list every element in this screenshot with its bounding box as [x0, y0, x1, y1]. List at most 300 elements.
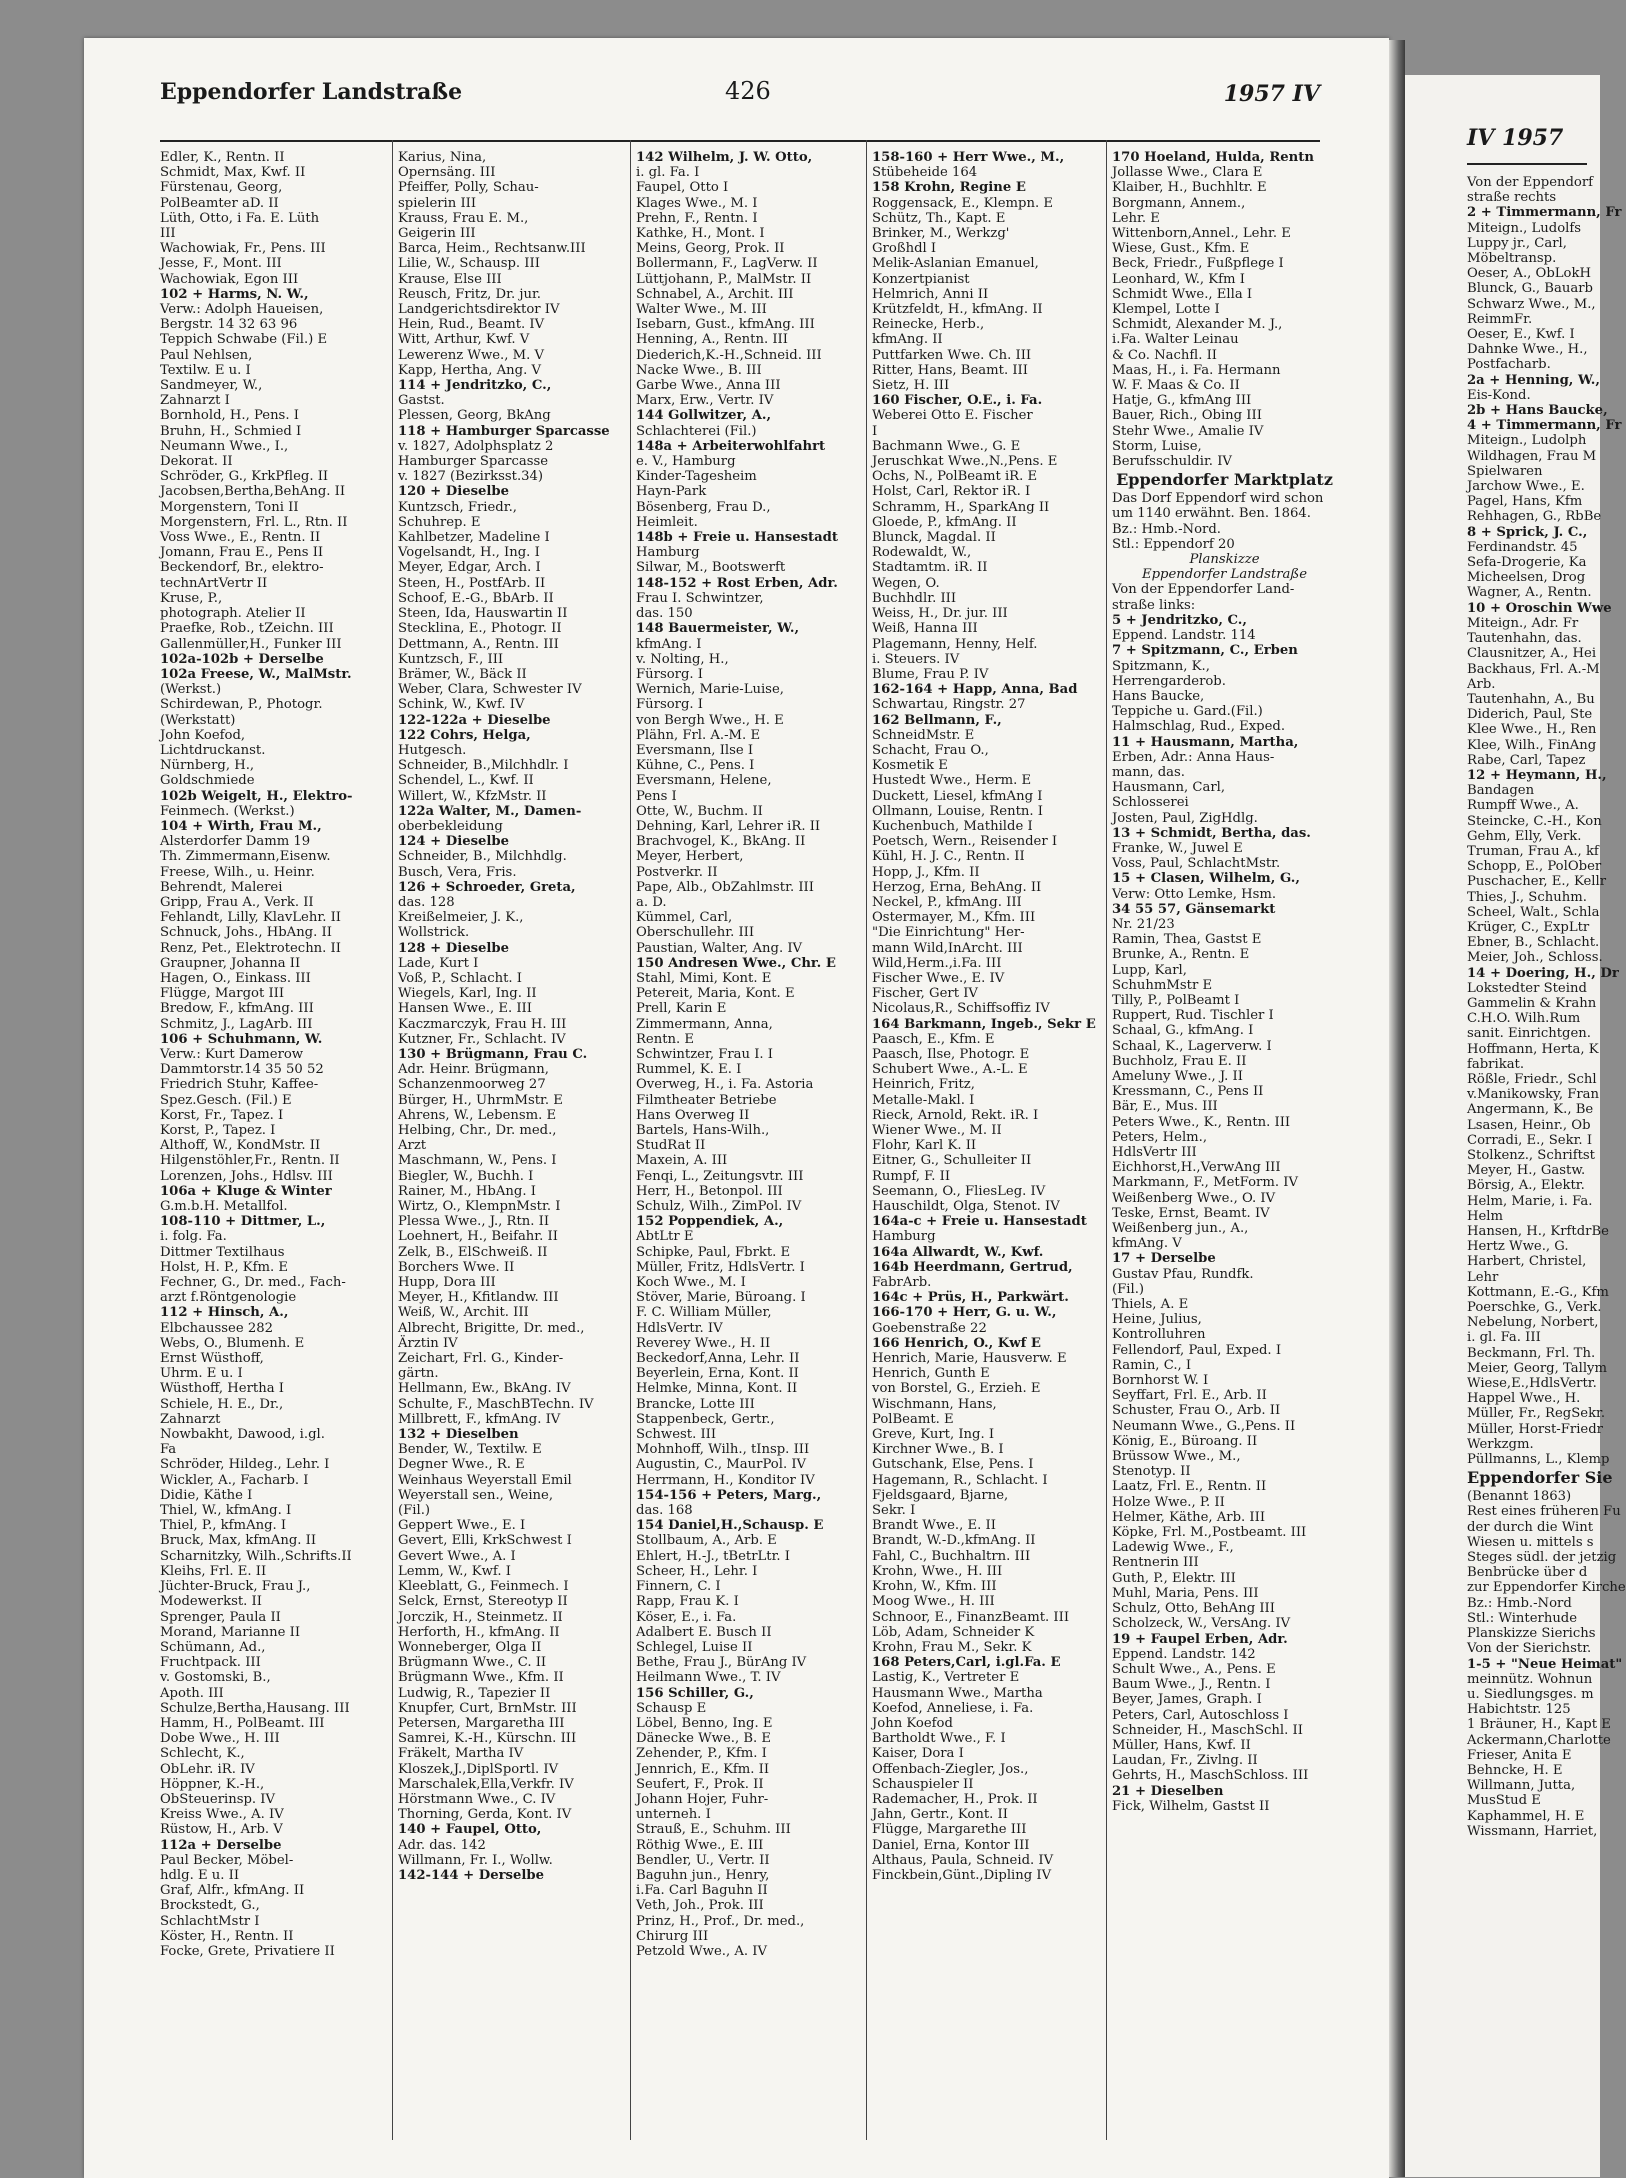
directory-entry-line: 124 + Dieselbe [398, 834, 510, 850]
facing-entry-line: Thies, J., Schuhm. [1467, 889, 1587, 905]
directory-entry-line: Hupp, Dora III [398, 1275, 496, 1291]
directory-entry-line: Dänecke Wwe., B. E [636, 1731, 772, 1747]
directory-entry-line: Scholzeck, W., VersAng. IV [1112, 1616, 1291, 1632]
directory-entry-line: Busch, Vera, Fris. [398, 864, 517, 880]
facing-entry-line: Corradi, E., Sekr. I [1467, 1132, 1593, 1148]
directory-entry-line: Lewerenz Wwe., M. V [398, 347, 545, 363]
directory-entry-line: Gevert Wwe., A. I [398, 1548, 516, 1564]
directory-entry-line: Otte, W., Buchm. II [636, 803, 763, 819]
directory-entry-line: Oberschullehr. III [636, 925, 755, 941]
directory-entry-line: Klages Wwe., M. I [636, 195, 758, 211]
directory-entry-line: Hörstmann Wwe., C. IV [398, 1791, 556, 1807]
directory-entry-line: 122-122a + Dieselbe [398, 712, 551, 728]
directory-entry-line: Feinmech. (Werkst.) [160, 803, 295, 819]
directory-entry-line: Rapp, Frau K. I [636, 1594, 739, 1610]
directory-entry-line: Hellmann, Ew., BkAng. IV [398, 1381, 571, 1397]
directory-entry-line: Schuster, Frau O., Arb. II [1112, 1403, 1281, 1419]
directory-entry-line: & Co. Nachfl. II [1112, 347, 1217, 363]
directory-entry-line: Brachvogel, K., BkAng. II [636, 834, 806, 850]
directory-entry-line: Sekr. I [872, 1503, 916, 1519]
directory-entry-line: Hayn-Park [636, 484, 707, 500]
directory-entry-line: Kreißelmeier, J. K., [398, 910, 524, 926]
directory-entry-line: 158-160 + Herr Wwe., M., [872, 150, 1065, 165]
directory-entry-line: Schneider, B.,Milchhdlr. I [398, 758, 569, 774]
directory-entry-line: III [160, 226, 176, 242]
directory-entry-line: Willert, W., KfzMstr. II [398, 788, 547, 804]
directory-entry-line: Dammtorstr.14 35 50 52 [160, 1062, 324, 1078]
directory-entry-line: Fa [160, 1442, 177, 1458]
directory-entry-line: Baum Wwe., J., Rentn. I [1112, 1677, 1271, 1693]
facing-entry-line: meinnütz. Wohnun [1467, 1671, 1593, 1687]
directory-entry-line: Adr. das. 142 [398, 1837, 486, 1853]
facing-entry-line: Gehm, Elly, Verk. [1467, 828, 1582, 844]
directory-entry-line: Höppner, K.-H., [160, 1776, 265, 1792]
directory-entry-line: Rumpf, F. II [872, 1168, 951, 1184]
facing-entry-line: Müller, Horst-Friedr [1467, 1421, 1603, 1437]
directory-entry-line: Schmitz, J., LagArb. III [160, 1016, 313, 1032]
directory-entry-line: Prell, Karin E [636, 1001, 727, 1017]
directory-entry-line: Biegler, W., Buchh. I [398, 1168, 534, 1184]
directory-entry-line: Jesse, F., Mont. III [160, 256, 282, 272]
directory-entry-line: Kressmann, C., Pens II [1112, 1084, 1264, 1100]
directory-entry-line: Thiel, P., kfmAng. I [160, 1518, 287, 1534]
directory-entry-line: Stl.: Eppendorf 20 [1112, 536, 1235, 552]
directory-entry-line: SchlachtMstr I [160, 1913, 260, 1929]
facing-entry-line: Gammelin & Krahn [1467, 995, 1597, 1011]
directory-entry-line: 21 + Dieselben [1112, 1783, 1224, 1799]
directory-entry-line: Krohn, Frau M., Sekr. K [872, 1639, 1032, 1655]
directory-entry-line: Flügge, Margot III [160, 986, 285, 1002]
directory-entry-line: I [872, 423, 878, 439]
directory-entry-line: Gutschank, Else, Pens. I [872, 1457, 1034, 1473]
facing-entry-line: u. Siedlungsges. m [1467, 1686, 1594, 1702]
directory-entry-line: Reusch, Fritz, Dr. jur. [398, 286, 541, 302]
directory-entry-line: Opernsäng. III [398, 165, 496, 181]
directory-entry-line: Plessen, Georg, BkAng [398, 408, 551, 424]
directory-entry-line: Beyer, James, Graph. I [1112, 1692, 1262, 1708]
directory-entry-line: Roggensack, E., Klempn. E [872, 195, 1053, 211]
directory-entry-line: Rummel, K. E. I [636, 1062, 742, 1078]
column-divider [1106, 140, 1107, 2140]
directory-entry-line: Peters, Carl, Autoschloss I [1112, 1707, 1289, 1723]
facing-entry-line: Rest eines früheren Fu [1467, 1504, 1621, 1520]
directory-entry-line: Hustedt Wwe., Herm. E [872, 773, 1032, 789]
directory-entry-line: Hamm, H., PolBeamt. III [160, 1715, 325, 1731]
directory-entry-line: i.Fa. Walter Leinau [1112, 332, 1239, 348]
directory-entry-line: Weinhaus Weyerstall Emil [398, 1472, 572, 1488]
directory-entry-line: Alsterdorfer Damm 19 [160, 834, 311, 850]
directory-entry-line: Finckbein,Günt.,Dipling IV [872, 1867, 1052, 1883]
directory-entry-line: Halmschlag, Rud., Exped. [1112, 719, 1286, 735]
directory-entry-line: Kaiser, Dora I [872, 1746, 964, 1762]
column-divider [630, 140, 631, 2140]
directory-entry-line: Gustav Pfau, Rundfk. [1112, 1266, 1254, 1282]
facing-entry-line: Rößle, Friedr., Schl [1467, 1071, 1597, 1087]
directory-entry-line: Fenqi, L., Zeitungsvtr. III [636, 1168, 804, 1184]
directory-entry-line: Henning, A., Rentn. III [636, 332, 788, 348]
directory-entry-line: Schoof, E.-G., BbArb. II [398, 590, 554, 606]
directory-entry-line: Meyer, Herbert, [636, 849, 744, 865]
directory-entry-line: Graupner, Johanna II [160, 955, 301, 971]
directory-entry-line: Hausmann Wwe., Martha [872, 1685, 1043, 1701]
facing-entry-line: Werkzgm. [1467, 1436, 1534, 1452]
directory-entry-line: Tilly, P., PolBeamt I [1112, 992, 1240, 1008]
directory-entry-line: Lilie, W., Schausp. III [398, 256, 540, 272]
directory-entry-line: Brügmann Wwe., C. II [398, 1655, 547, 1671]
directory-entry-line: Rodewaldt, W., [872, 545, 972, 561]
directory-entry-line: Bergstr. 14 32 63 96 [160, 317, 298, 333]
directory-entry-line: Großhdl I [872, 241, 937, 257]
facing-entry-line: Wildhagen, Frau M [1467, 448, 1597, 464]
directory-entry-line: Fischer, Gert IV [872, 986, 978, 1002]
directory-entry-line: Textilw. E u. I [160, 362, 251, 378]
directory-entry-line: Thorning, Gerda, Kont. IV [398, 1807, 572, 1823]
directory-entry-line: Muhl, Maria, Pens. III [1112, 1585, 1259, 1601]
facing-entry-line: Hoffmann, Herta, K [1467, 1041, 1599, 1057]
facing-entry-line: Oeser, A., ObLokH [1467, 266, 1591, 282]
directory-entry-line: Dobe Wwe., H. III [160, 1731, 280, 1747]
directory-entry-line: Paasch, E., Kfm. E [872, 1031, 995, 1047]
facing-entry-line: Postfacharb. [1467, 357, 1551, 373]
directory-entry-line: Petzold Wwe., A. IV [636, 1943, 767, 1959]
book-gutter [1389, 40, 1405, 2177]
facing-entry-line: Bz.: Hmb.-Nord [1467, 1595, 1572, 1611]
directory-entry-line: Beckendorf, Br., elektro- [160, 560, 324, 576]
directory-entry-line: Ernst Wüsthoff, [160, 1351, 264, 1367]
directory-entry-line: Jollasse Wwe., Clara E [1112, 165, 1263, 181]
facing-entry-line: Beckmann, Frl. Th. [1467, 1345, 1596, 1361]
directory-entry-line: Helmer, Käthe, Arb. III [1112, 1509, 1266, 1525]
directory-entry-line: Heine, Julius, [1112, 1312, 1202, 1328]
directory-entry-line: Bruhn, H., Schmied I [160, 423, 302, 439]
directory-entry-line: Postverkr. II [636, 864, 718, 880]
directory-entry-line: 162 Bellmann, F., [872, 712, 1002, 728]
directory-entry-line: 148-152 + Rost Erben, Adr. [636, 575, 838, 591]
directory-entry-line: (Fil.) [398, 1503, 431, 1519]
directory-entry-line: Stehr Wwe., Amalie IV [1112, 423, 1264, 439]
directory-entry-line: Voß, P., Schlacht. I [398, 970, 522, 986]
directory-entry-line: 142-144 + Derselbe [398, 1867, 544, 1883]
directory-entry-line: Jomann, Frau E., Pens II [160, 545, 324, 561]
directory-entry-line: Von der Eppendorfer Land- [1112, 582, 1295, 598]
directory-entry-line: Herforth, H., kfmAng. II [398, 1624, 560, 1640]
directory-entry-line: Weiss, H., Dr. jur. III [872, 606, 1008, 622]
directory-entry-line: Plagemann, Henny, Helf. [872, 636, 1038, 652]
directory-entry-line: Koch Wwe., M. I [636, 1275, 746, 1291]
facing-entry-line: Miteign., Ludolfs [1467, 220, 1582, 236]
directory-entry-line: John Koefod, [160, 727, 246, 743]
directory-entry-line: Holst, H. P., Kfm. E [160, 1259, 289, 1275]
directory-entry-line: Flügge, Margarethe III [872, 1822, 1027, 1838]
directory-entry-line: Rieck, Arnold, Rekt. iR. I [872, 1107, 1039, 1123]
directory-entry-line: 108-110 + Dittmer, L., [160, 1214, 326, 1230]
directory-entry-line: Wachowiak, Egon III [160, 271, 299, 287]
directory-entry-line: Brunke, A., Rentn. E [1112, 947, 1250, 963]
directory-entry-line: Fahl, C., Buchhaltrn. III [872, 1548, 1031, 1564]
directory-entry-line: Geigerin III [398, 226, 476, 242]
directory-entry-line: Lupp, Karl, [1112, 962, 1187, 978]
directory-entry-line: Zimmermann, Anna, [636, 1016, 773, 1032]
directory-entry-line: 112 + Hinsch, A., [160, 1305, 289, 1321]
facing-entry-line: Wiesen u. mittels s [1467, 1534, 1594, 1550]
directory-entry-line: W. F. Maas & Co. II [1112, 378, 1240, 394]
directory-entry-line: Schipke, Paul, Fbrkt. E [636, 1244, 791, 1260]
directory-entry-line: Lüttjohann, P., MalMstr. II [636, 271, 812, 287]
directory-entry-line: Schröder, Hildeg., Lehr. I [160, 1457, 330, 1473]
directory-entry-line: Brämer, W., Bäck II [398, 666, 527, 682]
directory-entry-line: Morand, Marianne II [160, 1624, 301, 1640]
directory-entry-line: Modewerkst. II [160, 1594, 262, 1610]
directory-entry-line: Schausp E [636, 1700, 707, 1716]
directory-entry-line: Goebenstraße 22 [872, 1320, 987, 1336]
directory-entry-line: Karius, Nina, [398, 150, 487, 165]
directory-entry-line: Herr, H., Betonpol. III [636, 1183, 783, 1199]
facing-entry-line: Meier, Georg, Tallym [1467, 1360, 1607, 1376]
facing-entry-line: 10 + Oroschin Wwe [1467, 600, 1612, 616]
facing-entry-line: Steges südl. der jetzig [1467, 1550, 1617, 1566]
directory-entry-line: von Bergh Wwe., H. E [636, 712, 784, 728]
directory-entry-line: Holze Wwe., P. II [1112, 1494, 1225, 1510]
facing-entry-line: Willmann, Jutta, [1467, 1778, 1576, 1794]
directory-entry-line: Kapp, Hertha, Ang. V [398, 362, 541, 378]
column-1 [160, 150, 385, 1959]
directory-entry-line: Schaal, K., Lagerverw. I [1112, 1038, 1272, 1054]
directory-entry-line: Peters, Helm., [1112, 1129, 1208, 1145]
directory-entry-line: Krause, Else III [398, 271, 502, 287]
facing-entry-line: Luppy jr., Carl, [1467, 235, 1567, 251]
directory-entry-line: technArtVertr II [160, 575, 268, 591]
directory-entry-line: G.m.b.H. Metallfol. [160, 1199, 288, 1215]
directory-entry-line: Schiele, H. E., Dr., [160, 1396, 284, 1412]
directory-entry-line: Albrecht, Brigitte, Dr. med., [398, 1320, 585, 1336]
facing-entry-line: Tautenhahn, A., Bu [1467, 691, 1595, 707]
facing-entry-line: C.H.O. Wilh.Rum [1467, 1011, 1581, 1027]
directory-entry-line: Schacht, Frau O., [872, 742, 989, 758]
directory-entry-line: Neumann Wwe., G.,Pens. II [1112, 1418, 1296, 1434]
directory-entry-line: Das Dorf Eppendorf wird schon [1112, 491, 1324, 507]
facing-entry-line: Benbrücke über d [1467, 1565, 1588, 1581]
directory-entry-line: Wirtz, O., KlempnMstr. I [398, 1199, 561, 1215]
directory-entry-line: Lastig, K., Vertreter E [872, 1670, 1020, 1686]
directory-entry-line: Bösenberg, Frau D., [636, 499, 771, 515]
directory-entry-line: Fick, Wilhelm, Gastst II [1112, 1798, 1270, 1814]
directory-entry-line: 122 Cohrs, Helga, [398, 727, 531, 743]
directory-entry-line: Reinecke, Herb., [872, 317, 985, 333]
directory-entry-line: Markmann, F., MetForm. IV [1112, 1175, 1298, 1191]
directory-entry-line: Prinz, H., Prof., Dr. med., [636, 1913, 805, 1929]
directory-entry-line: Bendler, U., Vertr. II [636, 1852, 770, 1868]
directory-entry-line: Blume, Frau P. IV [872, 666, 989, 682]
directory-entry-line: Pens I [636, 788, 677, 804]
directory-entry-line: Herrengarderob. [1112, 673, 1226, 689]
directory-entry-line: Frau I. Schwintzer, [636, 590, 764, 606]
page-header [160, 75, 1320, 115]
directory-entry-line: Köpke, Frl. M.,Postbeamt. III [1112, 1525, 1307, 1541]
directory-entry-line: 166 Henrich, O., Kwf E [872, 1335, 1041, 1351]
facing-entry-line: Spielwaren [1467, 463, 1543, 479]
directory-entry-line: 164 Barkmann, Ingeb., Sekr E [872, 1016, 1096, 1032]
directory-entry-line: ObLehr. iR. IV [160, 1761, 255, 1777]
directory-entry-line: 166-170 + Herr, G. u. W., [872, 1305, 1057, 1321]
directory-entry-line: Paul Becker, Möbel- [160, 1852, 294, 1868]
street-section-title: Eppendorfer Marktplatz [1116, 470, 1333, 490]
directory-entry-line: Apoth. III [160, 1685, 224, 1701]
facing-column [1467, 175, 1626, 1839]
directory-entry-line: Zehender, P., Kfm. I [636, 1746, 767, 1762]
directory-entry-line: Schink, W., Kwf. IV [398, 697, 525, 713]
directory-entry-line: Eversmann, Ilse I [636, 742, 754, 758]
facing-entry-line: Sefa-Drogerie, Ka [1467, 555, 1587, 571]
street-title: Eppendorfer Landstraße [160, 79, 463, 105]
directory-entry-line: 102b Weigelt, H., Elektro- [160, 788, 353, 804]
facing-entry-line: Kaphammel, H. E [1467, 1808, 1585, 1824]
directory-entry-line: Schaal, G., kfmAng. I [1112, 1023, 1254, 1039]
directory-entry-line: 130 + Brügmann, Frau C. [398, 1046, 588, 1062]
directory-entry-line: 164c + Prüs, H., Parkwärt. [872, 1290, 1069, 1306]
facing-entry-line: Stl.: Winterhude [1467, 1610, 1578, 1626]
directory-entry-line: spielerin III [398, 195, 477, 211]
directory-entry-line: Gallenmüller,H., Funker III [160, 636, 342, 652]
facing-entry-line: Rumpff Wwe., A. [1467, 798, 1579, 814]
directory-entry-line: 164a Allwardt, W., Kwf. [872, 1244, 1044, 1260]
directory-entry-line: Klempel, Lotte I [1112, 302, 1220, 318]
facing-entry-line: MusStud E [1467, 1793, 1541, 1809]
directory-entry-line: Barca, Heim., Rechtsanw.III [398, 241, 586, 257]
facing-entry-line: Happel Wwe., H. [1467, 1391, 1581, 1407]
directory-entry-line: Zelk, B., ElSchweiß. II [398, 1244, 548, 1260]
facing-entry-line: Planskizze Sierichs [1467, 1626, 1596, 1642]
directory-entry-line: i.Fa. Carl Baguhn II [636, 1883, 768, 1899]
directory-entry-line: kfmAng. I [636, 636, 702, 652]
directory-entry-line: Flohr, Karl K. II [872, 1138, 977, 1154]
directory-entry-line: 34 55 57, Gänsemarkt [1112, 901, 1276, 917]
facing-entry-line: Dahnke Wwe., H., [1467, 342, 1588, 358]
directory-entry-line: Schümann, Ad., [160, 1639, 266, 1655]
directory-entry-line: Dehning, Karl, Lehrer iR. II [636, 818, 821, 834]
directory-entry-line: Walter Wwe., M. III [636, 302, 767, 318]
directory-entry-line: Wickler, A., Facharb. I [160, 1472, 309, 1488]
directory-entry-line: Eppend. Landstr. 114 [1112, 628, 1256, 644]
facing-entry-line: Lsasen, Heinr., Ob [1467, 1117, 1591, 1133]
directory-entry-line: Silwar, M., Bootswerft [636, 560, 786, 576]
directory-entry-line: Krauss, Frau E. M., [398, 210, 529, 226]
directory-entry-line: Nacke Wwe., B. III [636, 362, 762, 378]
facing-entry-line: Diderich, Paul, Ste [1467, 707, 1593, 723]
directory-entry-line: Renz, Pet., Elektrotechn. II [160, 940, 341, 956]
directory-entry-line: Prehn, F., Rentn. I [636, 210, 758, 226]
directory-entry-line: Schnabel, A., Archit. III [636, 286, 794, 302]
directory-entry-line: Schröder, G., KrkPfleg. II [160, 469, 329, 485]
directory-entry-line: König, E., Büroang. II [1112, 1433, 1258, 1449]
directory-entry-line: Adr. Heinr. Brügmann, [398, 1062, 549, 1078]
directory-entry-line: Fellendorf, Paul, Exped. I [1112, 1342, 1282, 1358]
directory-entry-line: Heilmann Wwe., T. IV [636, 1670, 781, 1686]
facing-entry-line: Ferdinandstr. 45 [1467, 539, 1578, 555]
directory-entry-line: Ochs, N., PolBeamt iR. E [872, 469, 1038, 485]
directory-entry-line: Schneider, H., MaschSchl. II [1112, 1722, 1303, 1738]
directory-entry-line: Vogelsandt, H., Ing. I [398, 545, 540, 561]
directory-entry-line: das. 168 [636, 1503, 693, 1519]
facing-entry-line: Möbeltransp. [1467, 251, 1557, 267]
directory-entry-line: Pfeiffer, Polly, Schau- [398, 180, 539, 196]
directory-entry-line: Teppich Schwabe (Fil.) E [160, 332, 328, 348]
directory-entry-line: Willmann, Fr. I., Wollw. [398, 1852, 553, 1868]
directory-entry-line: Morgenstern, Frl. L., Rtn. II [160, 514, 348, 530]
directory-entry-line: Weber, Clara, Schwester IV [398, 682, 582, 698]
directory-entry-line: Maas, H., i. Fa. Hermann [1112, 362, 1281, 378]
facing-entry-line: Behncke, H. E [1467, 1762, 1563, 1778]
directory-entry-line: Daniel, Erna, Kontor III [872, 1837, 1030, 1853]
directory-entry-line: Schubert Wwe., A.-L. E [872, 1062, 1028, 1078]
column-4 [872, 150, 1100, 1883]
directory-entry-line: 148a + Arbeiterwohlfahrt [636, 438, 826, 454]
directory-entry-line: Weiß, Hanna III [872, 621, 978, 637]
directory-entry-line: Gastst. [398, 393, 445, 409]
facing-entry-line: Stolkenz., Schriftst [1467, 1148, 1595, 1163]
directory-entry-line: Lemm, W., Kwf. I [398, 1563, 511, 1579]
facing-entry-line: zur Eppendorfer Kirche [1467, 1580, 1626, 1596]
directory-entry-line: Brandt, W.-D.,kfmAng. II [872, 1533, 1036, 1549]
directory-entry-line: Jahn, Gertr., Kont. II [872, 1807, 1008, 1823]
directory-entry-line: 19 + Faupel Erben, Adr. [1112, 1631, 1288, 1647]
directory-entry-line: 122a Walter, M., Damen- [398, 803, 582, 819]
facing-entry-line: sanit. Einrichtgen. [1467, 1026, 1591, 1042]
directory-entry-line: Dettmann, A., Rentn. III [398, 636, 559, 652]
directory-entry-line: F. C. William Müller, [636, 1305, 772, 1321]
directory-entry-line: Kleihs, Frl. E. II [160, 1563, 267, 1579]
directory-entry-line: HdlsVertr III [1112, 1145, 1197, 1160]
directory-entry-line: 142 Wilhelm, J. W. Otto, [636, 150, 813, 165]
directory-entry-line: Schendel, L., Kwf. II [398, 773, 534, 789]
directory-entry-line: Hutgesch. [398, 742, 467, 758]
directory-entry-line: Wegen, O. [872, 575, 940, 591]
directory-entry-line: Schulz, Wilh., ZimPol. IV [636, 1199, 802, 1215]
directory-entry-line: Veth, Joh., Prok. III [636, 1898, 764, 1914]
directory-entry-line: Lade, Kurt I [398, 955, 479, 971]
directory-entry-line: hdlg. E u. II [160, 1867, 240, 1883]
facing-entry-line: Nebelung, Norbert, [1467, 1315, 1599, 1331]
directory-entry-line: 5 + Jendritzko, C., [1112, 612, 1247, 628]
directory-entry-line: Henrich, Marie, Hausverw. E [872, 1351, 1067, 1367]
directory-entry-line: Bollermann, F., LagVerw. II [636, 256, 818, 272]
directory-entry-line: Dittmer Textilhaus [160, 1244, 285, 1260]
directory-entry-line: PolBeamter aD. II [160, 195, 279, 211]
facing-entry-line: 1 Bräuner, H., Kapt E [1467, 1717, 1611, 1733]
directory-entry-line: Filmtheater Betriebe [636, 1092, 777, 1108]
directory-entry-line: Friedrich Stuhr, Kaffee- [160, 1077, 319, 1093]
directory-entry-line: Schlachterei (Fil.) [636, 423, 757, 439]
directory-entry-line: Kühl, H. J. C., Rentn. II [872, 849, 1025, 865]
directory-entry-line: Helmke, Minna, Kont. II [636, 1381, 798, 1397]
directory-entry-line: Johann Hojer, Fuhr- [636, 1791, 769, 1807]
directory-entry-line: Hamburg [872, 1229, 936, 1245]
directory-entry-line: Kuchenbuch, Mathilde I [872, 818, 1033, 834]
directory-entry-line: Jorczik, H., Steinmetz. II [398, 1609, 563, 1625]
directory-entry-line: Melik-Aslanian Emanuel, [872, 256, 1039, 272]
directory-entry-line: 102a-102b + Derselbe [160, 651, 324, 667]
column-divider [866, 140, 867, 2140]
directory-entry-line: 128 + Dieselbe [398, 940, 510, 956]
directory-entry-line: Meyer, H., Kfitlandw. III [398, 1290, 559, 1306]
directory-entry-line: Teske, Ernst, Beamt. IV [1112, 1205, 1270, 1221]
directory-entry-line: 120 + Dieselbe [398, 484, 510, 500]
directory-entry-line: Jüchter-Bruck, Frau J., [160, 1579, 311, 1595]
directory-entry-line: Berufsschuldir. IV [1112, 454, 1232, 470]
directory-entry-line: unterneh. I [636, 1807, 711, 1823]
directory-entry-line: Ollmann, Louise, Rentn. I [872, 803, 1043, 819]
directory-entry-line: Eppendorfer Landstraße [1141, 567, 1308, 583]
directory-entry-line: Hein, Rud., Beamt. IV [398, 317, 545, 333]
